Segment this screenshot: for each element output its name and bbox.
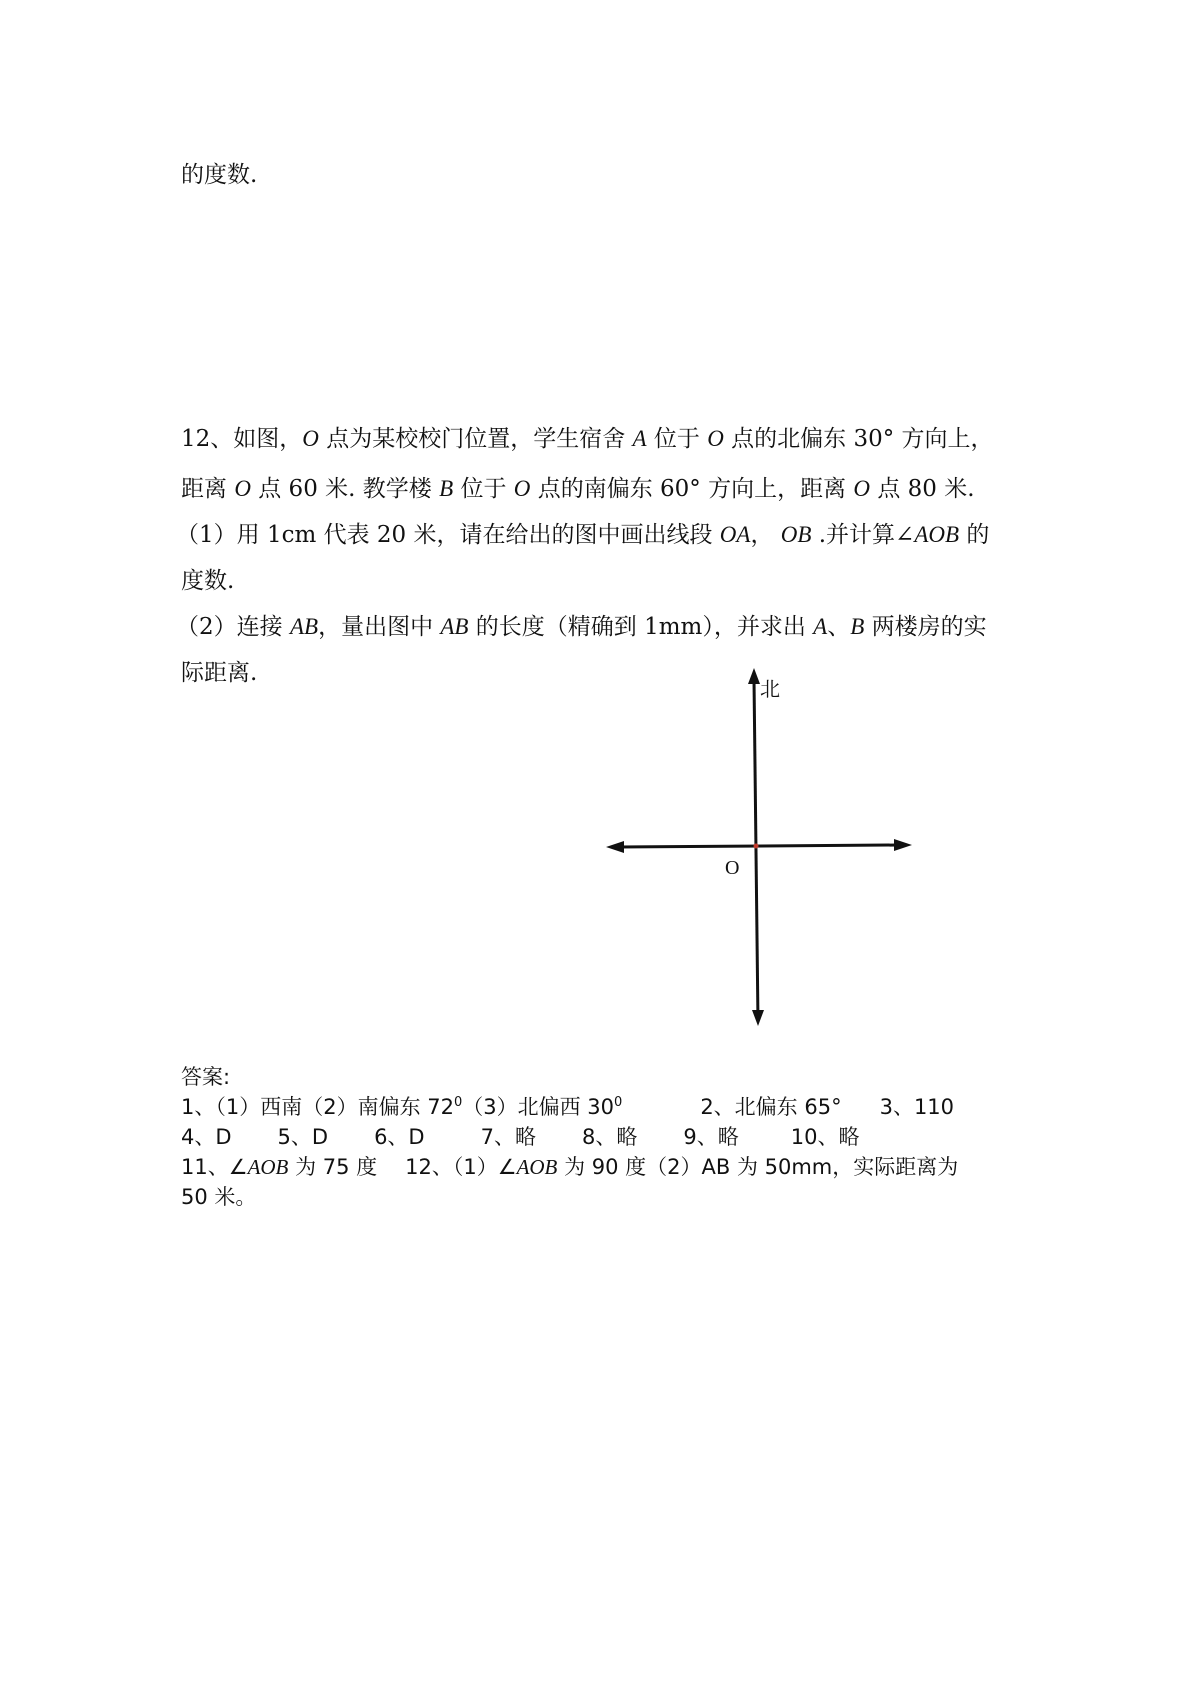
answer-11: 11、∠ (181, 1155, 248, 1179)
south-arrowhead (752, 1010, 764, 1026)
point-o: O (707, 426, 724, 451)
answer-1-part3: （3）北偏西 30 (462, 1095, 615, 1119)
answers-row-3 (181, 1153, 958, 1181)
q12-line-6: 际距离. (181, 660, 258, 686)
north-arrowhead (748, 668, 760, 684)
text: 位于 (646, 426, 708, 452)
point-o: O (302, 426, 319, 451)
point-b: B (439, 476, 454, 501)
answer-8: 8、略 (581, 1125, 638, 1149)
compass-figure (600, 660, 920, 1030)
point-o: O (853, 476, 871, 501)
text: （1）用 1cm 代表 20 米，请在给出的图中画出线段 (176, 522, 720, 548)
degree-superscript: 0 (453, 1095, 463, 1110)
text: ，量出图中 (318, 614, 441, 640)
degree-superscript: 0 (614, 1095, 623, 1110)
answers-row-4: 50 米。 (181, 1185, 257, 1209)
point-a: A (813, 614, 828, 639)
text: 点的南偏东 60° 方向上，距离 (530, 476, 854, 502)
answer-4: 4、D (181, 1125, 232, 1149)
point-o: O (234, 476, 251, 501)
text: 位于 (453, 476, 514, 502)
answer-3: 3、110 (879, 1095, 955, 1119)
previous-question-tail: 的度数. (181, 162, 258, 188)
east-arrowhead (894, 839, 912, 851)
east-west-axis (620, 845, 898, 847)
angle-aob: AOB (516, 1155, 558, 1179)
north-south-axis (754, 680, 758, 1022)
answer-12-value: 为 90 度（2）AB 为 50mm，实际距离为 (557, 1155, 959, 1179)
text: 的长度（精确到 1mm），并求出 (468, 614, 814, 640)
answer-10: 10、略 (790, 1125, 860, 1149)
segment-ab: AB (440, 614, 469, 639)
north-label: 北 (760, 677, 780, 701)
answer-12: 12、（1）∠ (405, 1155, 517, 1179)
answer-1: 1、（1）西南（2）南偏东 72 (181, 1095, 454, 1119)
text: 点 80 米. (870, 476, 975, 502)
answer-5: 5、D (277, 1125, 329, 1149)
segment-ob: OB (780, 522, 812, 547)
text: （2）连接 (176, 614, 290, 640)
text: 12、如图， (181, 426, 303, 452)
origin-point (754, 844, 759, 849)
text: 两楼房的实 (864, 614, 987, 640)
text: 点的北偏东 30° 方向上， (723, 426, 994, 452)
q12-line-5 (176, 612, 987, 642)
q12-line-4: 度数. (181, 568, 235, 594)
answer-6: 6、D (374, 1125, 425, 1149)
segment-ab: AB (289, 614, 319, 639)
point-o: O (513, 476, 531, 501)
answers-heading: 答案: (181, 1065, 231, 1089)
text: 、 (827, 614, 851, 640)
text: ， (750, 522, 781, 548)
angle-aob: AOB (247, 1155, 289, 1179)
text: 点为某校校门位置，学生宿舍 (318, 426, 633, 452)
q12-line-2 (181, 474, 975, 504)
text: 距离 (181, 476, 235, 502)
q12-line-1 (181, 424, 994, 454)
origin-label: O (725, 857, 740, 879)
answers-row-2 (181, 1123, 859, 1151)
text: 的 (959, 522, 990, 548)
q12-line-3 (176, 520, 989, 550)
text: 点 60 米. 教学楼 (250, 476, 440, 502)
answers-row-1 (181, 1093, 954, 1121)
segment-oa: OA (719, 522, 751, 547)
west-arrowhead (606, 841, 624, 853)
point-b: B (850, 614, 865, 639)
answer-2: 2、北偏东 65° (700, 1095, 842, 1119)
answer-7: 7、略 (480, 1125, 536, 1149)
answer-9: 9、略 (683, 1125, 739, 1149)
point-a: A (632, 426, 647, 451)
text: .并计算∠ (811, 522, 915, 548)
angle-aob: AOB (914, 522, 960, 547)
answer-11-value: 为 75 度 (288, 1155, 378, 1179)
